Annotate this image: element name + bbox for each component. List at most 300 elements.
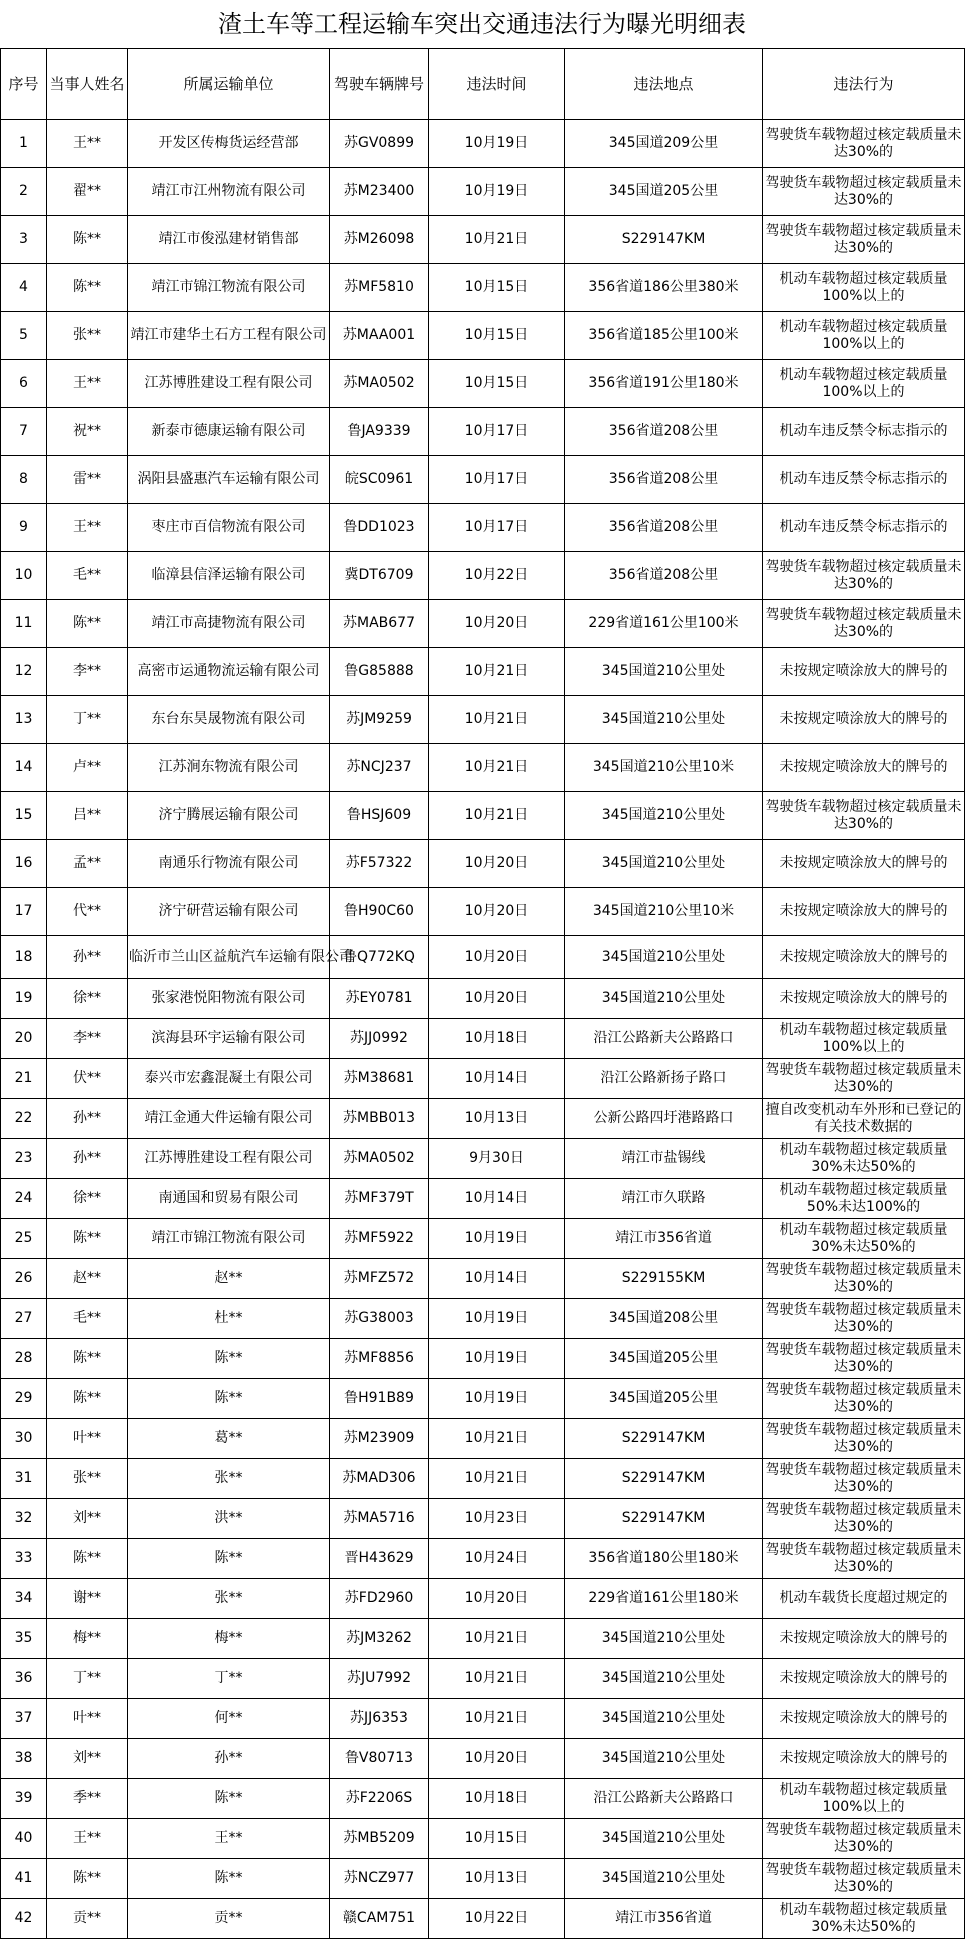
cell-index: 42 <box>1 1899 47 1939</box>
cell-violation-behavior: 擅自改变机动车外形和已登记的有关技术数据的 <box>763 1099 965 1139</box>
table-row <box>1 264 965 312</box>
cell-party-name: 陈** <box>47 600 128 648</box>
cell-violation-location: S229147KM <box>565 216 763 264</box>
cell-violation-time: 9月30日 <box>429 1139 565 1179</box>
cell-violation-behavior: 驾驶货车载物超过核定载质量未达30%的 <box>763 1259 965 1299</box>
cell-index: 6 <box>1 360 47 408</box>
table-row <box>1 1299 965 1339</box>
cell-violation-behavior: 机动车载货长度超过规定的 <box>763 1579 965 1619</box>
cell-party-name: 孟** <box>47 840 128 888</box>
cell-plate-number: 鲁G85888 <box>330 648 429 696</box>
cell-violation-behavior: 未按规定喷涂放大的牌号的 <box>763 696 965 744</box>
cell-transport-unit: 江苏博胜建设工程有限公司 <box>128 1139 330 1179</box>
cell-party-name: 刘** <box>47 1499 128 1539</box>
cell-party-name: 毛** <box>47 1299 128 1339</box>
cell-transport-unit: 涡阳县盛惠汽车运输有限公司 <box>128 456 330 504</box>
cell-violation-behavior: 机动车载物超过核定载质量100%以上的 <box>763 264 965 312</box>
cell-violation-location: 靖江市356省道 <box>565 1899 763 1939</box>
violations-table <box>0 48 965 1939</box>
cell-violation-behavior: 驾驶货车载物超过核定载质量未达30%的 <box>763 1459 965 1499</box>
cell-transport-unit: 新泰市德康运输有限公司 <box>128 408 330 456</box>
cell-party-name: 刘** <box>47 1739 128 1779</box>
table-row <box>1 168 965 216</box>
cell-violation-location: S229155KM <box>565 1259 763 1299</box>
table-row <box>1 979 965 1019</box>
cell-transport-unit: 南通乐行物流有限公司 <box>128 840 330 888</box>
cell-party-name: 王** <box>47 120 128 168</box>
cell-index: 12 <box>1 648 47 696</box>
cell-party-name: 谢** <box>47 1579 128 1619</box>
cell-party-name: 陈** <box>47 1539 128 1579</box>
cell-violation-location: 沿江公路新夫公路路口 <box>565 1019 763 1059</box>
cell-violation-location: 356省道185公里100米 <box>565 312 763 360</box>
cell-party-name: 雷** <box>47 456 128 504</box>
cell-violation-behavior: 机动车载物超过核定载质量100%以上的 <box>763 360 965 408</box>
cell-violation-behavior: 驾驶货车载物超过核定载质量未达30%的 <box>763 1379 965 1419</box>
cell-violation-behavior: 驾驶货车载物超过核定载质量未达30%的 <box>763 1499 965 1539</box>
cell-party-name: 陈** <box>47 1859 128 1899</box>
cell-violation-time: 10月23日 <box>429 1499 565 1539</box>
cell-plate-number: 苏MA0502 <box>330 1139 429 1179</box>
cell-violation-behavior: 未按规定喷涂放大的牌号的 <box>763 888 965 936</box>
cell-party-name: 叶** <box>47 1419 128 1459</box>
table-row <box>1 1219 965 1259</box>
cell-violation-time: 10月18日 <box>429 1019 565 1059</box>
table-row <box>1 1659 965 1699</box>
cell-plate-number: 鲁V80713 <box>330 1739 429 1779</box>
cell-plate-number: 苏MAB677 <box>330 600 429 648</box>
cell-plate-number: 鲁Q772KQ <box>330 936 429 979</box>
cell-index: 34 <box>1 1579 47 1619</box>
cell-violation-location: 345国道210公里10米 <box>565 888 763 936</box>
table-row <box>1 1459 965 1499</box>
cell-violation-behavior: 机动车载物超过核定载质量30%未达50%的 <box>763 1899 965 1939</box>
cell-violation-location: 345国道210公里处 <box>565 696 763 744</box>
cell-violation-location: 345国道210公里10米 <box>565 744 763 792</box>
cell-violation-time: 10月21日 <box>429 1659 565 1699</box>
cell-transport-unit: 陈** <box>128 1859 330 1899</box>
cell-violation-behavior: 驾驶货车载物超过核定载质量未达30%的 <box>763 792 965 840</box>
cell-transport-unit: 高密市运通物流运输有限公司 <box>128 648 330 696</box>
table-row <box>1 1739 965 1779</box>
cell-party-name: 毛** <box>47 552 128 600</box>
cell-violation-behavior: 未按规定喷涂放大的牌号的 <box>763 840 965 888</box>
table-row <box>1 936 965 979</box>
cell-index: 26 <box>1 1259 47 1299</box>
cell-violation-behavior: 未按规定喷涂放大的牌号的 <box>763 936 965 979</box>
cell-index: 30 <box>1 1419 47 1459</box>
cell-party-name: 孙** <box>47 1099 128 1139</box>
table-row <box>1 1819 965 1859</box>
cell-transport-unit: 靖江市高捷物流有限公司 <box>128 600 330 648</box>
cell-plate-number: 苏MFZ572 <box>330 1259 429 1299</box>
cell-plate-number: 苏MBB013 <box>330 1099 429 1139</box>
table-row <box>1 120 965 168</box>
cell-violation-time: 10月20日 <box>429 1739 565 1779</box>
cell-index: 5 <box>1 312 47 360</box>
cell-party-name: 赵** <box>47 1259 128 1299</box>
cell-party-name: 陈** <box>47 1339 128 1379</box>
cell-transport-unit: 张** <box>128 1579 330 1619</box>
cell-violation-behavior: 机动车违反禁令标志指示的 <box>763 456 965 504</box>
cell-plate-number: 苏M23400 <box>330 168 429 216</box>
cell-party-name: 李** <box>47 648 128 696</box>
cell-party-name: 陈** <box>47 264 128 312</box>
cell-plate-number: 苏MAA001 <box>330 312 429 360</box>
cell-violation-behavior: 机动车载物超过核定载质量100%以上的 <box>763 312 965 360</box>
cell-index: 39 <box>1 1779 47 1819</box>
cell-violation-time: 10月21日 <box>429 1619 565 1659</box>
cell-violation-time: 10月15日 <box>429 312 565 360</box>
cell-violation-time: 10月14日 <box>429 1259 565 1299</box>
table-header-row <box>1 49 965 120</box>
cell-violation-location: 229省道161公里180米 <box>565 1579 763 1619</box>
cell-plate-number: 苏FD2960 <box>330 1579 429 1619</box>
cell-violation-location: 345国道210公里处 <box>565 1819 763 1859</box>
cell-index: 8 <box>1 456 47 504</box>
cell-index: 24 <box>1 1179 47 1219</box>
cell-plate-number: 苏MF5810 <box>330 264 429 312</box>
cell-violation-behavior: 机动车载物超过核定载质量50%未达100%的 <box>763 1179 965 1219</box>
table-row <box>1 840 965 888</box>
cell-violation-behavior: 未按规定喷涂放大的牌号的 <box>763 1739 965 1779</box>
cell-violation-location: 靖江市久联路 <box>565 1179 763 1219</box>
table-row <box>1 1499 965 1539</box>
table-row <box>1 1019 965 1059</box>
cell-index: 33 <box>1 1539 47 1579</box>
cell-violation-behavior: 未按规定喷涂放大的牌号的 <box>763 1699 965 1739</box>
cell-plate-number: 苏MA5716 <box>330 1499 429 1539</box>
table-row <box>1 744 965 792</box>
cell-party-name: 贡** <box>47 1899 128 1939</box>
cell-plate-number: 苏M23909 <box>330 1419 429 1459</box>
cell-violation-time: 10月18日 <box>429 1779 565 1819</box>
cell-violation-time: 10月21日 <box>429 1699 565 1739</box>
cell-party-name: 张** <box>47 312 128 360</box>
cell-plate-number: 苏JM3262 <box>330 1619 429 1659</box>
table-row <box>1 1339 965 1379</box>
cell-index: 14 <box>1 744 47 792</box>
table-row <box>1 312 965 360</box>
cell-violation-time: 10月21日 <box>429 792 565 840</box>
cell-violation-time: 10月14日 <box>429 1179 565 1219</box>
table-row <box>1 1419 965 1459</box>
cell-plate-number: 赣CAM751 <box>330 1899 429 1939</box>
cell-index: 40 <box>1 1819 47 1859</box>
header-violation-behavior: 违法行为 <box>763 49 965 120</box>
table-row <box>1 1179 965 1219</box>
cell-transport-unit: 江苏涧东物流有限公司 <box>128 744 330 792</box>
cell-index: 36 <box>1 1659 47 1699</box>
cell-violation-time: 10月21日 <box>429 1459 565 1499</box>
cell-violation-location: 345国道210公里处 <box>565 1699 763 1739</box>
cell-party-name: 孙** <box>47 936 128 979</box>
cell-party-name: 吕** <box>47 792 128 840</box>
cell-party-name: 徐** <box>47 979 128 1019</box>
cell-party-name: 孙** <box>47 1139 128 1179</box>
cell-plate-number: 苏M26098 <box>330 216 429 264</box>
table-row <box>1 504 965 552</box>
cell-violation-time: 10月15日 <box>429 1819 565 1859</box>
cell-party-name: 卢** <box>47 744 128 792</box>
cell-transport-unit: 陈** <box>128 1779 330 1819</box>
cell-transport-unit: 开发区传梅货运经营部 <box>128 120 330 168</box>
cell-party-name: 陈** <box>47 1379 128 1419</box>
cell-party-name: 季** <box>47 1779 128 1819</box>
cell-transport-unit: 洪** <box>128 1499 330 1539</box>
cell-index: 37 <box>1 1699 47 1739</box>
cell-violation-location: 345国道210公里处 <box>565 648 763 696</box>
cell-index: 25 <box>1 1219 47 1259</box>
cell-party-name: 李** <box>47 1019 128 1059</box>
cell-violation-behavior: 未按规定喷涂放大的牌号的 <box>763 1659 965 1699</box>
cell-transport-unit: 临沂市兰山区益航汽车运输有限公司 <box>128 936 330 979</box>
cell-violation-location: 345国道209公里 <box>565 120 763 168</box>
cell-plate-number: 苏JJ0992 <box>330 1019 429 1059</box>
cell-transport-unit: 济宁腾展运输有限公司 <box>128 792 330 840</box>
cell-violation-location: 356省道191公里180米 <box>565 360 763 408</box>
cell-violation-time: 10月24日 <box>429 1539 565 1579</box>
cell-plate-number: 鲁JA9339 <box>330 408 429 456</box>
table-row <box>1 408 965 456</box>
cell-transport-unit: 靖江市锦江物流有限公司 <box>128 264 330 312</box>
cell-violation-location: 靖江市356省道 <box>565 1219 763 1259</box>
cell-plate-number: 苏G38003 <box>330 1299 429 1339</box>
cell-transport-unit: 江苏博胜建设工程有限公司 <box>128 360 330 408</box>
cell-violation-time: 10月19日 <box>429 1339 565 1379</box>
cell-violation-time: 10月17日 <box>429 456 565 504</box>
cell-transport-unit: 孙** <box>128 1739 330 1779</box>
cell-index: 18 <box>1 936 47 979</box>
cell-transport-unit: 靖江市建华土石方工程有限公司 <box>128 312 330 360</box>
cell-plate-number: 苏M38681 <box>330 1059 429 1099</box>
cell-violation-time: 10月19日 <box>429 1299 565 1339</box>
cell-violation-time: 10月20日 <box>429 600 565 648</box>
cell-violation-location: 345国道210公里处 <box>565 1859 763 1899</box>
table-row <box>1 1259 965 1299</box>
cell-violation-behavior: 驾驶货车载物超过核定载质量未达30%的 <box>763 1819 965 1859</box>
cell-index: 2 <box>1 168 47 216</box>
cell-violation-time: 10月21日 <box>429 216 565 264</box>
cell-index: 3 <box>1 216 47 264</box>
cell-transport-unit: 靖江金通大件运输有限公司 <box>128 1099 330 1139</box>
cell-transport-unit: 滨海县环宇运输有限公司 <box>128 1019 330 1059</box>
cell-violation-time: 10月19日 <box>429 1219 565 1259</box>
cell-violation-location: 345国道210公里处 <box>565 1659 763 1699</box>
cell-violation-location: 345国道205公里 <box>565 1339 763 1379</box>
cell-plate-number: 冀DT6709 <box>330 552 429 600</box>
cell-party-name: 王** <box>47 360 128 408</box>
cell-violation-location: 356省道208公里 <box>565 552 763 600</box>
table-row <box>1 1539 965 1579</box>
cell-violation-time: 10月22日 <box>429 1899 565 1939</box>
cell-violation-behavior: 未按规定喷涂放大的牌号的 <box>763 1619 965 1659</box>
table-row <box>1 1379 965 1419</box>
cell-violation-time: 10月20日 <box>429 1579 565 1619</box>
cell-transport-unit: 靖江市江州物流有限公司 <box>128 168 330 216</box>
cell-violation-behavior: 驾驶货车载物超过核定载质量未达30%的 <box>763 1859 965 1899</box>
cell-transport-unit: 东台东昊晟物流有限公司 <box>128 696 330 744</box>
cell-party-name: 陈** <box>47 216 128 264</box>
cell-transport-unit: 靖江市俊泓建材销售部 <box>128 216 330 264</box>
cell-violation-location: 公新公路四圩港路路口 <box>565 1099 763 1139</box>
cell-transport-unit: 杜** <box>128 1299 330 1339</box>
cell-violation-time: 10月21日 <box>429 1419 565 1459</box>
cell-violation-time: 10月22日 <box>429 552 565 600</box>
header-transport-unit: 所属运输单位 <box>128 49 330 120</box>
cell-violation-time: 10月13日 <box>429 1859 565 1899</box>
cell-violation-time: 10月20日 <box>429 888 565 936</box>
cell-transport-unit: 南通国和贸易有限公司 <box>128 1179 330 1219</box>
cell-plate-number: 苏MB5209 <box>330 1819 429 1859</box>
cell-violation-behavior: 机动车违反禁令标志指示的 <box>763 408 965 456</box>
cell-party-name: 翟** <box>47 168 128 216</box>
cell-violation-time: 10月20日 <box>429 979 565 1019</box>
cell-index: 15 <box>1 792 47 840</box>
cell-index: 35 <box>1 1619 47 1659</box>
cell-index: 22 <box>1 1099 47 1139</box>
table-row <box>1 1579 965 1619</box>
cell-violation-behavior: 驾驶货车载物超过核定载质量未达30%的 <box>763 1419 965 1459</box>
cell-violation-location: 356省道186公里380米 <box>565 264 763 312</box>
cell-plate-number: 苏F2206S <box>330 1779 429 1819</box>
cell-transport-unit: 靖江市锦江物流有限公司 <box>128 1219 330 1259</box>
cell-index: 17 <box>1 888 47 936</box>
cell-violation-location: 沿江公路新扬子路口 <box>565 1059 763 1099</box>
cell-violation-behavior: 机动车载物超过核定载质量100%以上的 <box>763 1779 965 1819</box>
cell-violation-behavior: 机动车载物超过核定载质量100%以上的 <box>763 1019 965 1059</box>
table-row <box>1 1779 965 1819</box>
cell-violation-location: 345国道210公里处 <box>565 936 763 979</box>
cell-plate-number: 鲁H90C60 <box>330 888 429 936</box>
cell-plate-number: 晋H43629 <box>330 1539 429 1579</box>
cell-plate-number: 苏JJ6353 <box>330 1699 429 1739</box>
cell-violation-location: 345国道210公里处 <box>565 840 763 888</box>
cell-plate-number: 苏GV0899 <box>330 120 429 168</box>
cell-transport-unit: 临漳县信泽运输有限公司 <box>128 552 330 600</box>
table-row <box>1 1139 965 1179</box>
cell-transport-unit: 枣庄市百信物流有限公司 <box>128 504 330 552</box>
cell-index: 21 <box>1 1059 47 1099</box>
table-row <box>1 360 965 408</box>
cell-index: 23 <box>1 1139 47 1179</box>
cell-violation-time: 10月20日 <box>429 936 565 979</box>
cell-violation-location: S229147KM <box>565 1419 763 1459</box>
cell-violation-location: 356省道208公里 <box>565 408 763 456</box>
cell-violation-time: 10月21日 <box>429 648 565 696</box>
cell-plate-number: 苏F57322 <box>330 840 429 888</box>
cell-party-name: 丁** <box>47 696 128 744</box>
header-violation-time: 违法时间 <box>429 49 565 120</box>
table-row <box>1 600 965 648</box>
cell-plate-number: 皖SC0961 <box>330 456 429 504</box>
cell-violation-time: 10月15日 <box>429 360 565 408</box>
cell-violation-time: 10月21日 <box>429 744 565 792</box>
cell-violation-behavior: 未按规定喷涂放大的牌号的 <box>763 979 965 1019</box>
cell-violation-behavior: 驾驶货车载物超过核定载质量未达30%的 <box>763 1339 965 1379</box>
cell-violation-behavior: 驾驶货车载物超过核定载质量未达30%的 <box>763 120 965 168</box>
cell-plate-number: 苏JU7992 <box>330 1659 429 1699</box>
cell-violation-time: 10月13日 <box>429 1099 565 1139</box>
cell-index: 7 <box>1 408 47 456</box>
cell-violation-location: 345国道205公里 <box>565 1379 763 1419</box>
table-row <box>1 1619 965 1659</box>
cell-violation-behavior: 机动车违反禁令标志指示的 <box>763 504 965 552</box>
cell-violation-behavior: 驾驶货车载物超过核定载质量未达30%的 <box>763 1059 965 1099</box>
cell-violation-location: 229省道161公里100米 <box>565 600 763 648</box>
cell-violation-location: 345国道210公里处 <box>565 1739 763 1779</box>
cell-transport-unit: 梅** <box>128 1619 330 1659</box>
cell-party-name: 王** <box>47 504 128 552</box>
cell-transport-unit: 张** <box>128 1459 330 1499</box>
cell-index: 38 <box>1 1739 47 1779</box>
table-row <box>1 648 965 696</box>
cell-plate-number: 鲁H91B89 <box>330 1379 429 1419</box>
cell-index: 4 <box>1 264 47 312</box>
cell-transport-unit: 丁** <box>128 1659 330 1699</box>
cell-party-name: 王** <box>47 1819 128 1859</box>
cell-party-name: 梅** <box>47 1619 128 1659</box>
table-row <box>1 696 965 744</box>
table-row <box>1 1059 965 1099</box>
cell-violation-time: 10月19日 <box>429 1379 565 1419</box>
cell-violation-location: 沿江公路新夫公路路口 <box>565 1779 763 1819</box>
cell-transport-unit: 陈** <box>128 1539 330 1579</box>
cell-party-name: 丁** <box>47 1659 128 1699</box>
cell-party-name: 代** <box>47 888 128 936</box>
cell-violation-behavior: 驾驶货车载物超过核定载质量未达30%的 <box>763 552 965 600</box>
cell-transport-unit: 葛** <box>128 1419 330 1459</box>
cell-violation-time: 10月21日 <box>429 696 565 744</box>
cell-plate-number: 苏MF5922 <box>330 1219 429 1259</box>
cell-violation-location: 356省道208公里 <box>565 456 763 504</box>
cell-transport-unit: 贡** <box>128 1899 330 1939</box>
cell-party-name: 叶** <box>47 1699 128 1739</box>
cell-violation-behavior: 驾驶货车载物超过核定载质量未达30%的 <box>763 216 965 264</box>
cell-index: 1 <box>1 120 47 168</box>
cell-plate-number: 苏EY0781 <box>330 979 429 1019</box>
cell-plate-number: 苏JM9259 <box>330 696 429 744</box>
cell-violation-behavior: 机动车载物超过核定载质量30%未达50%的 <box>763 1219 965 1259</box>
cell-violation-location: 345国道205公里 <box>565 168 763 216</box>
cell-violation-time: 10月17日 <box>429 408 565 456</box>
cell-plate-number: 鲁HSJ609 <box>330 792 429 840</box>
cell-plate-number: 苏MA0502 <box>330 360 429 408</box>
cell-transport-unit: 泰兴市宏鑫混凝土有限公司 <box>128 1059 330 1099</box>
cell-violation-location: S229147KM <box>565 1499 763 1539</box>
table-row <box>1 1899 965 1939</box>
cell-index: 13 <box>1 696 47 744</box>
cell-transport-unit: 陈** <box>128 1379 330 1419</box>
cell-party-name: 祝** <box>47 408 128 456</box>
cell-plate-number: 苏MF8856 <box>330 1339 429 1379</box>
header-party-name: 当事人姓名 <box>47 49 128 120</box>
cell-party-name: 徐** <box>47 1179 128 1219</box>
cell-violation-location: 靖江市盐锡线 <box>565 1139 763 1179</box>
cell-index: 31 <box>1 1459 47 1499</box>
cell-party-name: 伏** <box>47 1059 128 1099</box>
cell-party-name: 陈** <box>47 1219 128 1259</box>
cell-violation-time: 10月20日 <box>429 840 565 888</box>
table-row <box>1 1859 965 1899</box>
cell-violation-behavior: 机动车载物超过核定载质量30%未达50%的 <box>763 1139 965 1179</box>
cell-index: 32 <box>1 1499 47 1539</box>
cell-violation-location: 345国道210公里处 <box>565 979 763 1019</box>
table-row <box>1 792 965 840</box>
cell-violation-location: S229147KM <box>565 1459 763 1499</box>
cell-violation-location: 345国道210公里处 <box>565 792 763 840</box>
header-violation-location: 违法地点 <box>565 49 763 120</box>
